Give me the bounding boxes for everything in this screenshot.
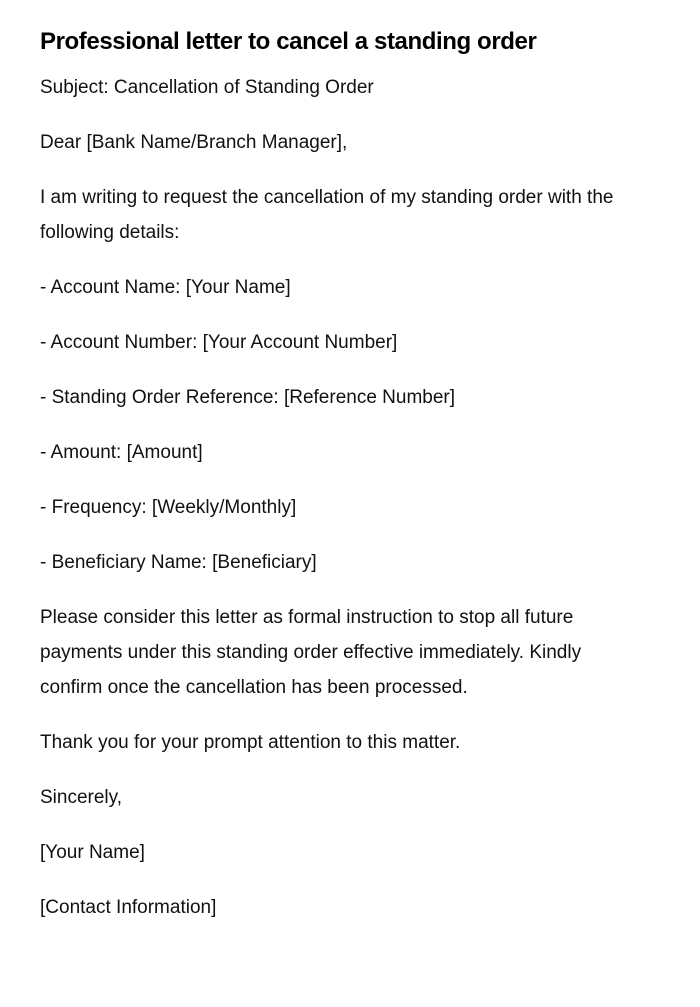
detail-frequency: - Frequency: [Weekly/Monthly] [40, 497, 297, 518]
page-title: Professional letter to cancel a standing order [40, 28, 537, 55]
detail-account-name: - Account Name: [Your Name] [40, 277, 291, 298]
subject-line: Subject: Cancellation of Standing Order [40, 77, 374, 98]
signature-name: [Your Name] [40, 842, 145, 863]
thank-you-line: Thank you for your prompt attention to this matter. [40, 732, 461, 753]
closing: Sincerely, [40, 787, 123, 808]
contact-information: [Contact Information] [40, 897, 217, 918]
detail-standing-order-reference: - Standing Order Reference: [Reference Number] [40, 387, 456, 408]
intro-paragraph: I am writing to request the cancellation of my standing order with the following details: [40, 187, 614, 243]
salutation: Dear [Bank Name/Branch Manager], [40, 132, 348, 153]
detail-amount: - Amount: [Amount] [40, 442, 203, 463]
detail-beneficiary-name: - Beneficiary Name: [Beneficiary] [40, 552, 317, 573]
detail-account-number: - Account Number: [Your Account Number] [40, 332, 398, 353]
instruction-paragraph: Please consider this letter as formal instruction to stop all future payments under this standing order effective immediately. Kindly confirm once the cancellation has been processed. [40, 607, 582, 698]
letter-content [40, 26, 640, 925]
